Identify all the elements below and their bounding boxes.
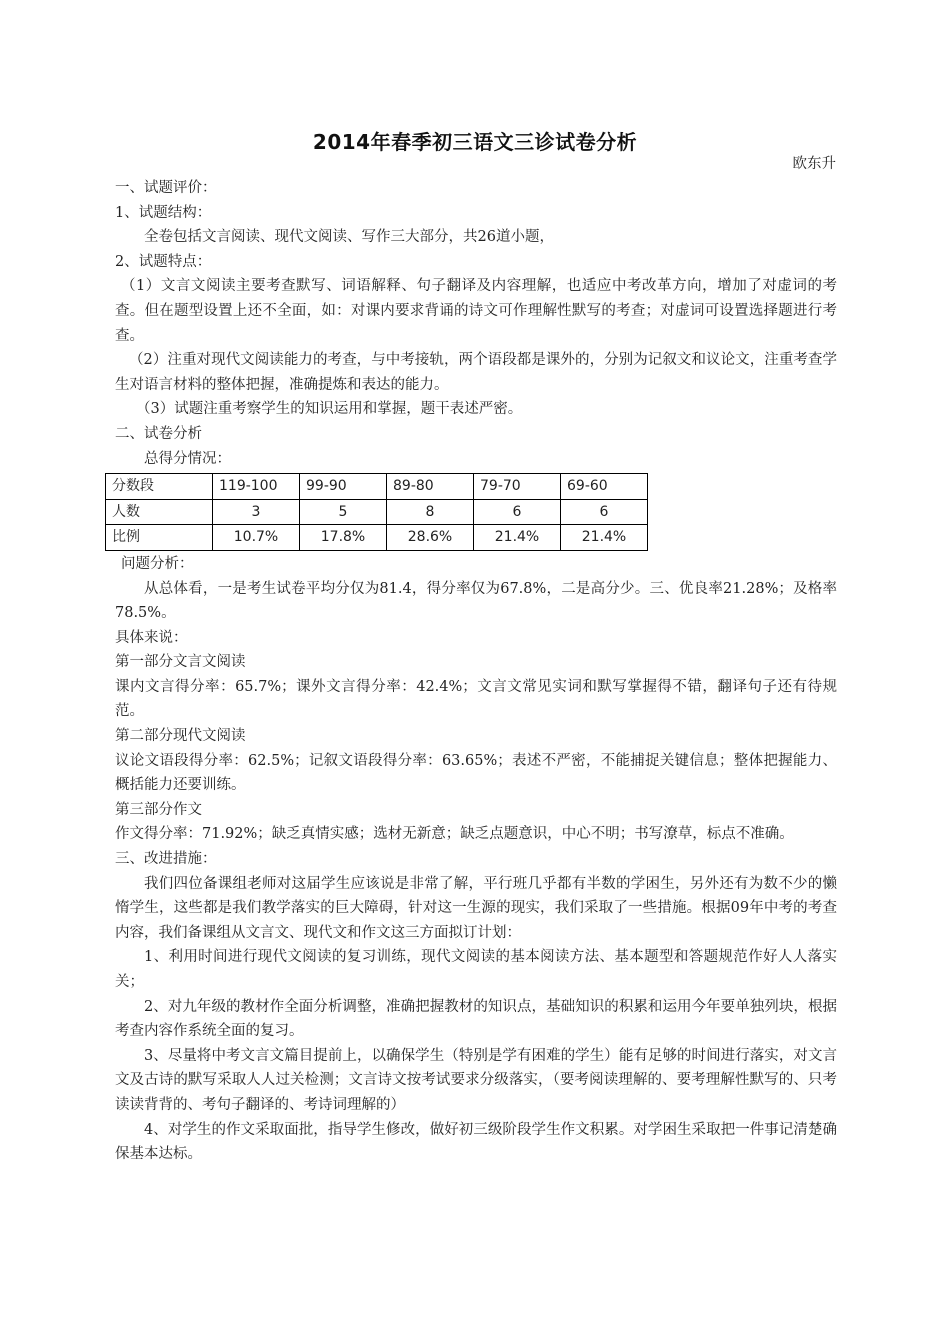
measure-1: 1、利用时间进行现代文阅读的复习训练，现代文阅读的基本阅读方法、基本题型和答题规范作好人人落实关；: [115, 949, 837, 990]
table-cell: 17.8%: [300, 525, 387, 551]
table-cell: 5: [300, 499, 387, 525]
part-1-heading: 第一部分文言文阅读: [115, 654, 246, 671]
table-cell: 人数: [106, 499, 213, 525]
section-1-heading: 一、试题评价：: [115, 180, 217, 196]
part-3-text: 作文得分率：71.92%；缺乏真情实感；选材无新意；缺乏点题意识，中心不明；书写潦草，标点不准确。: [115, 826, 794, 843]
table-cell: 69-60: [561, 474, 648, 500]
measure-2: 2、对九年级的教材作全面分析调整，准确把握教材的知识点，基础知识的积累和运用今年要单独列块，根据考查内容作系统全面的复习。: [115, 998, 837, 1040]
part-2-text: 议论文语段得分率：62.5%；记叙文语段得分率：63.65%；表述不严密，不能捕捉关键信息；整体把握能力、概括能力还要训练。: [115, 752, 837, 794]
table-cell: 8: [387, 499, 474, 525]
measures-intro: 我们四位备课组老师对这届学生应该说是非常了解，平行班几乎都有半数的学困生，另外还有为数不少的懒惰学生，这些都是我们教学落实的巨大障碍，针对这一生源的现实，我们采取了一些措施。根据09年中考的考查内容，我们备课组从文言文、现代文和作文这三方面拟订计划：: [115, 875, 837, 941]
table-cell: 79-70: [474, 474, 561, 500]
table-cell: 10.7%: [213, 525, 300, 551]
document-body: [112, 176, 837, 1167]
table-row-ratio: [106, 525, 648, 551]
problem-heading: 问题分析：: [121, 555, 194, 572]
table-cell: 分数段: [106, 474, 213, 500]
feature-paragraph-3: （3）试题注重考察学生的知识运用和掌握，题干表述严密。: [136, 401, 523, 418]
score-distribution-table: [105, 473, 648, 551]
section-1-1-text: 全卷包括文言阅读、现代文阅读、写作三大部分，共26道小题，: [144, 229, 554, 246]
author-name: 欧东升: [792, 156, 836, 172]
feature-paragraph-1: （1）文言文阅读主要考查默写、词语解释、句子翻译及内容理解，也适应中考改革方向，增加了对虚词的考查。但在题型设置上还不全面，如：对课内要求背诵的诗文可作理解性默写的考查；对虚词可设置选择题进行考查。: [115, 278, 837, 344]
table-caption: 总得分情况：: [144, 450, 231, 467]
table-cell: 89-80: [387, 474, 474, 500]
table-cell: 6: [474, 499, 561, 525]
feature-paragraph-2: （2）注重对现代文阅读能力的考查，与中考接轨，两个语段都是课外的，分别为记叙文和议论文，注重考查学生对语言材料的整体把握，准确提炼和表达的能力。: [115, 352, 837, 393]
table-cell: 比例: [106, 525, 213, 551]
part-1-text: 课内文言得分率：65.7%；课外文言得分率：42.4%；文言文常见实词和默写掌握得不错，翻译句子还有待规范。: [115, 678, 837, 720]
section-3-heading: 三、改进措施：: [115, 851, 217, 868]
section-1-1-heading: 1、试题结构：: [115, 204, 212, 221]
table-cell: 6: [561, 499, 648, 525]
table-cell: 21.4%: [474, 525, 561, 551]
table-cell: 99-90: [300, 474, 387, 500]
table-cell: 21.4%: [561, 525, 648, 551]
measure-3: 3、尽量将中考文言文篇目提前上，以确保学生（特别是学有困难的学生）能有足够的时间进行落实，对文言文及古诗的默写采取人人过关检测；文言诗文按考试要求分级落实，（要考阅读理解的、要考理解性默写的、只考读读背背的、考句子翻译的、考诗词理解的）: [115, 1047, 837, 1113]
table-cell: 28.6%: [387, 525, 474, 551]
section-1-2-heading: 2、试题特点：: [115, 253, 212, 270]
section-2-heading: 二、试卷分析: [115, 425, 202, 442]
table-cell: 119-100: [213, 474, 300, 500]
document-title: 2014年春季初三语文三诊试卷分析: [312, 130, 638, 154]
part-2-heading: 第二部分现代文阅读: [115, 728, 246, 745]
table-cell: 3: [213, 499, 300, 525]
detail-heading: 具体来说：: [115, 629, 188, 646]
part-3-heading: 第三部分作文: [115, 801, 202, 818]
table-row-count: [106, 499, 648, 525]
table-row-header: [106, 474, 648, 500]
measure-4: 4、对学生的作文采取面批，指导学生修改，做好初三级阶段学生作文积累。对学困生采取把一件事记清楚确保基本达标。: [115, 1121, 837, 1163]
problem-text: 从总体看，一是考生试卷平均分仅为81.4，得分率仅为67.8%，二是高分少。三、优良率21.28%；及格率78.5%。: [115, 580, 837, 622]
